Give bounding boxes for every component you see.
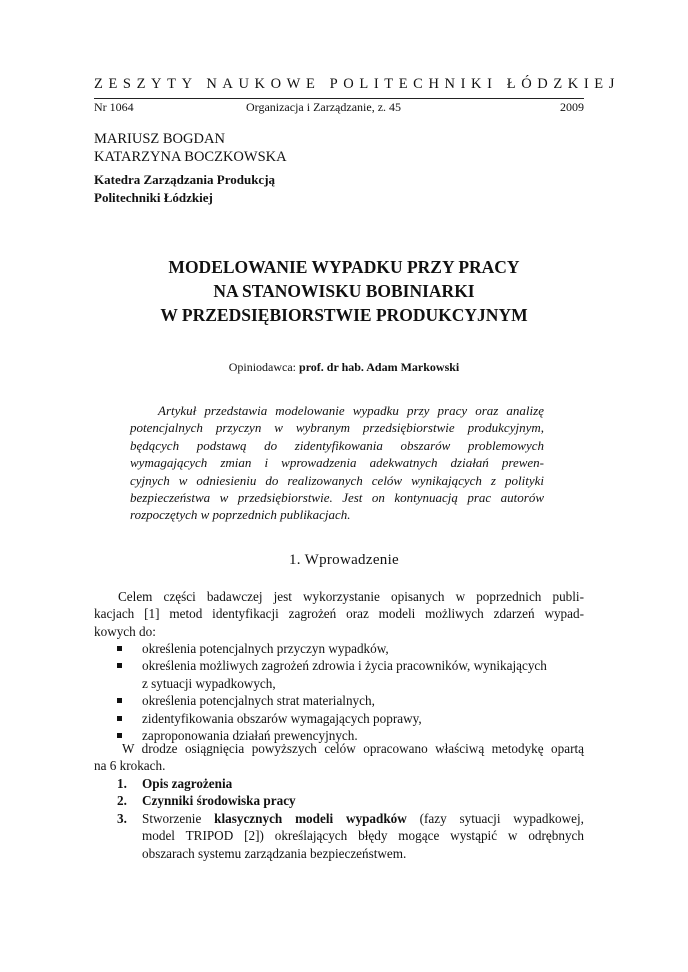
affiliation-line: Politechniki Łódzkiej: [94, 190, 213, 205]
list-item: określenia możliwych zagrożeń zdrowia i życia pracowników, wynikających z sytuacji wypadkowych,: [94, 657, 584, 692]
issue-year: 2009: [560, 100, 584, 114]
journal-name: ZESZYTY NAUKOWE POLITECHNIKI ŁÓDZKIEJ: [94, 76, 621, 92]
intro-paragraph: [94, 588, 584, 640]
bullet-marker: [117, 716, 122, 721]
method-paragraph: [94, 740, 584, 775]
bullet-marker: [117, 733, 122, 738]
list-item: [94, 792, 584, 809]
paragraph-line: kowych do:: [94, 623, 156, 639]
paragraph-line: kacjach [1] metod identyfikacji zagrożeń oraz modeli możliwych zdarzeń wypad-: [94, 606, 584, 622]
paper-title-line: W PRZEDSIĘBIORSTWIE PRODUKCYJNYM: [160, 305, 528, 325]
bullet-marker: [117, 663, 122, 668]
author-name: MARIUSZ BOGDAN: [94, 131, 225, 147]
affiliation-line: Katedra Zarządzania Produkcją: [94, 172, 276, 187]
author-name: KATARZYNA BOCZKOWSKA: [94, 149, 287, 165]
reviewer-name: prof. dr hab. Adam Markowski: [299, 360, 460, 374]
abstract: [130, 402, 544, 524]
paragraph-line: W drodze osiągnięcia powyższych celów opracowano właściwą metodykę opartą: [122, 741, 584, 756]
issue-number: Nr 1064: [94, 100, 134, 114]
abstract-line: Artykuł przedstawia modelowanie wypadku przy pracy oraz analizę: [158, 403, 544, 418]
reviewer-label: Opiniodawca:: [228, 360, 300, 374]
list-item: [94, 775, 584, 792]
list-number: 3.: [117, 810, 127, 826]
section-heading: 1. Wprowadzenie: [288, 552, 399, 568]
paragraph-line: model TRIPOD [2]) określających błędy mogące wystąpić w odrębnych: [142, 828, 584, 844]
list-item: określenia potencjalnych przyczyn wypadków,: [94, 640, 584, 657]
reviewer-line: [0, 360, 688, 375]
list-item: określenia potencjalnych strat materialnych,: [94, 692, 584, 709]
list-item: 3. Stworzenie klasycznych modeli wypadków (fazy sytuacji wypadkowej, model TRIPOD [2]) określających błędy mogące wystąpić w odrębnych obszarach systemu zarządzania bezpieczeństwem.: [117, 810, 584, 861]
paragraph-line: na 6 krokach.: [94, 758, 166, 774]
abstract-line: będących podstawą do zidentyfikowania obszarów problemowych: [130, 437, 544, 453]
abstract-line: cyjnych w odniesieniu do realizowanych celów wynikających z polityki: [130, 472, 544, 488]
paragraph-line: obszarach systemu zarządzania bezpieczeństwem.: [142, 845, 407, 861]
list-number: 1.: [117, 776, 127, 791]
paper-title-line: NA STANOWISKU BOBINIARKI: [213, 281, 475, 301]
paper-title-line: MODELOWANIE WYPADKU PRZY PRACY: [168, 257, 520, 277]
step-title: Czynniki środowiska pracy: [142, 793, 296, 809]
abstract-line: wymagających zmian i wprowadzenia adekwatnych działań prewen-: [130, 455, 544, 471]
issue-series: Organizacja i Zarządzanie, z. 45: [246, 100, 402, 114]
abstract-line: rozpoczętych w poprzednich publikacjach.: [130, 507, 351, 523]
bullet-marker: [117, 646, 122, 651]
paragraph-line: Celem części badawczej jest wykorzystanie opisanych w poprzednich publi-: [118, 589, 584, 604]
issue-metadata: [94, 98, 584, 114]
list-item: zaproponowania działań prewencyjnych.: [94, 727, 584, 744]
bullet-list: [94, 640, 584, 744]
abstract-line: potencjalnych przyczyn w wybranym przedsiębiorstwie produkcyjnym,: [130, 420, 544, 436]
step-title: klasycznych modeli wypadków: [214, 810, 407, 826]
bullet-marker: [117, 698, 122, 703]
numbered-list: [94, 775, 584, 862]
step-title: Opis zagrożenia: [142, 776, 233, 791]
list-item: zidentyfikowania obszarów wymagających poprawy,: [94, 710, 584, 727]
list-number: 2.: [117, 793, 127, 809]
abstract-line: bezpieczeństwa w przedsiębiorstwie. Jest on kontynuacją prac autorów: [130, 489, 544, 505]
